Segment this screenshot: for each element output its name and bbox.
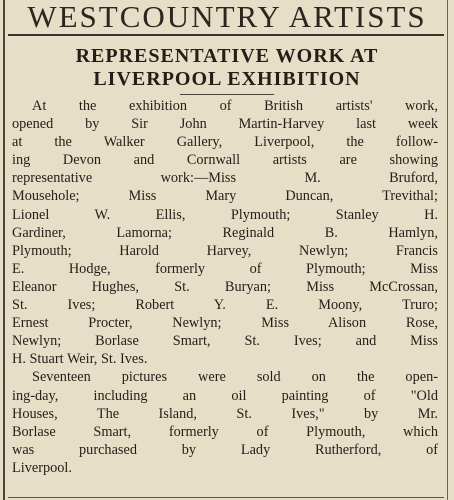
left-column-rule [3, 0, 5, 500]
article-line: was purchased by Lady Rutherford, of [12, 441, 438, 458]
article-line: Lionel W. Ellis, Plymouth; Stanley H. [12, 206, 438, 223]
article-line: ing Devon and Cornwall artists are showing [12, 152, 438, 169]
article-line: H. Stuart Weir, St. Ives. [12, 351, 148, 368]
bottom-rule [8, 497, 444, 498]
article-line: Borlase Smart, formerly of Plymouth, which [12, 423, 438, 440]
headline-line-2: LIVERPOOL EXHIBITION [93, 68, 361, 90]
headline-line-1: REPRESENTATIVE WORK AT [75, 45, 379, 67]
article-line: representative work:—Miss M. Bruford, [12, 170, 438, 187]
masthead-rule [8, 34, 444, 36]
headline-rule [180, 94, 274, 95]
article-line: Houses, The Island, St. Ives," by Mr. [12, 405, 438, 422]
article-line: Liverpool. [12, 459, 72, 476]
article-line: Gardiner, Lamorna; Reginald B. Hamlyn, [12, 224, 438, 241]
right-column-rule [447, 0, 448, 500]
article-line: Plymouth; Harold Harvey, Newlyn; Francis [12, 242, 438, 259]
article-line: At the exhibition of British artists' work, [32, 98, 438, 114]
section-masthead: WESTCOUNTRY ARTISTS [27, 0, 427, 33]
article-body [12, 97, 438, 477]
article-line: Mousehole; Miss Mary Duncan, Trevithal; [12, 188, 438, 205]
article-line: Seventeen pictures were sold on the open- [32, 369, 438, 386]
article-line: E. Hodge, formerly of Plymouth; Miss [12, 260, 438, 277]
article-line: Ernest Procter, Newlyn; Miss Alison Rose, [12, 315, 438, 332]
article-line: ing-day, including an oil painting of "Old [12, 387, 438, 404]
article-line: Eleanor Hughes, St. Buryan; Miss McCrossan, [12, 278, 438, 295]
article-line: St. Ives; Robert Y. E. Moony, Truro; [12, 297, 438, 314]
article-line: at the Walker Gallery, Liverpool, the follow- [12, 134, 438, 151]
article-line: Newlyn; Borlase Smart, St. Ives; and Miss [12, 333, 438, 350]
article-line: opened by Sir John Martin-Harvey last week [12, 116, 438, 133]
